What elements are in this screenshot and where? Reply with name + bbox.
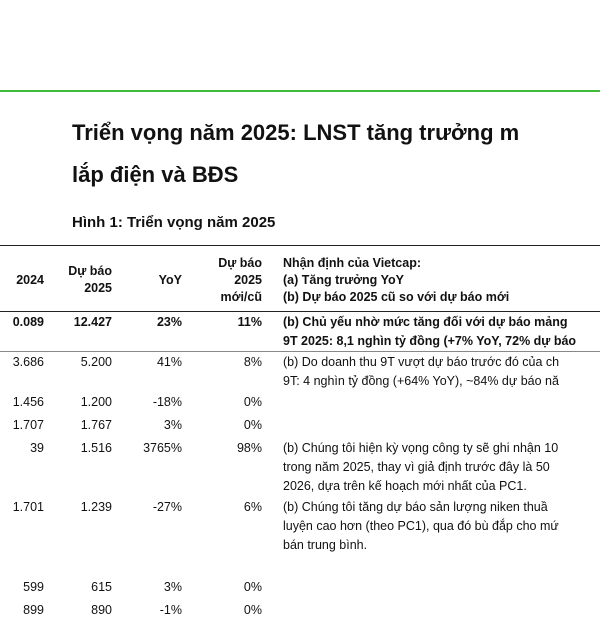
header-newold-line-2: 2025 (234, 273, 262, 287)
cell-yoy: 23% (156, 315, 182, 329)
header-forecast-2025 (60, 263, 112, 297)
cell-forecast-2025: 5.200 (80, 355, 112, 369)
cell-commentary-line: (b) Do doanh thu 9T vượt dự báo trước đó của ch (283, 355, 560, 369)
cell-commentary-line: trong năm 2025, thay vì giả định trước đây là 50 (283, 460, 550, 474)
header-new-old (205, 255, 262, 306)
cell-yoy: -1% (159, 603, 182, 617)
cell-yoy: 3% (163, 580, 182, 594)
cell-2024: 39 (30, 441, 44, 455)
cell-commentary-line: 9T: 4 nghìn tỷ đồng (+64% YoY), ~84% dự báo nă (283, 374, 559, 388)
header-note-line-2: (a) Tăng trưởng YoY (283, 273, 404, 287)
cell-2024: 1.701 (12, 500, 44, 514)
cell-2024: 0.089 (12, 315, 44, 329)
cell-new-old: 6% (243, 500, 262, 514)
header-newold-line-1: Dự báo (218, 256, 262, 270)
header-forecast-line-1: Dự báo (68, 264, 112, 278)
cell-yoy: -18% (152, 395, 182, 409)
cell-forecast-2025: 1.200 (80, 395, 112, 409)
header-2024: 2024 (16, 273, 44, 287)
table-top-rule (0, 245, 600, 246)
cell-commentary-line: bán trung bình. (283, 538, 368, 552)
cell-2024: 599 (23, 580, 44, 594)
cell-new-old: 11% (237, 315, 262, 329)
cell-yoy: 41% (156, 355, 182, 369)
header-commentary (283, 255, 509, 306)
cell-new-old: 0% (243, 418, 262, 432)
cell-commentary-line: (b) Chúng tôi tăng dự báo sản lượng niken thuầ (283, 500, 548, 514)
cell-yoy: 3% (163, 418, 182, 432)
cell-commentary-line: 2026, dựa trên kế hoạch mới nhất của PC1. (283, 479, 527, 493)
top-accent-line (0, 90, 600, 92)
section-heading (72, 112, 600, 196)
cell-new-old: 0% (243, 395, 262, 409)
cell-forecast-2025: 615 (91, 580, 112, 594)
cell-2024: 1.456 (12, 395, 44, 409)
header-yoy: YoY (158, 273, 182, 287)
cell-commentary-line: (b) Chủ yếu nhờ mức tăng đối với dự báo mảng (283, 315, 568, 329)
section-heading-line-1: Triển vọng năm 2025: LNST tăng trưởng m (72, 120, 520, 145)
figure-caption: Hình 1: Triển vọng năm 2025 (72, 214, 276, 231)
cell-2024: 3.686 (12, 355, 44, 369)
cell-forecast-2025: 12.427 (73, 315, 112, 329)
cell-commentary-line: luyện cao hơn (theo PC1), qua đó bù đắp cho mứ (283, 519, 559, 533)
cell-2024: 1.707 (12, 418, 44, 432)
cell-commentary-line: 9T 2025: 8,1 nghìn tỷ đồng (+7% YoY, 72% dự báo (283, 334, 577, 348)
cell-new-old: 8% (243, 355, 262, 369)
cell-forecast-2025: 890 (91, 603, 112, 617)
cell-forecast-2025: 1.239 (80, 500, 112, 514)
cell-new-old: 0% (243, 580, 262, 594)
header-newold-line-3: mới/cũ (220, 290, 262, 304)
cell-yoy: -27% (152, 500, 182, 514)
cell-forecast-2025: 1.516 (80, 441, 112, 455)
header-note-line-3: (b) Dự báo 2025 cũ so với dự báo mới (283, 290, 510, 304)
cell-new-old: 98% (236, 441, 262, 455)
cell-yoy: 3765% (143, 441, 182, 455)
row-separator (0, 351, 600, 352)
cell-forecast-2025: 1.767 (80, 418, 112, 432)
header-bottom-rule (0, 311, 600, 312)
section-heading-line-2: lắp điện và BĐS (72, 162, 239, 187)
header-note-line-1: Nhận định của Vietcap: (283, 256, 421, 270)
cell-2024: 899 (23, 603, 44, 617)
cell-commentary-line: (b) Chúng tôi hiện kỳ vọng công ty sẽ ghi nhận 10 (283, 441, 559, 455)
header-forecast-line-2: 2025 (84, 281, 112, 295)
cell-new-old: 0% (243, 603, 262, 617)
